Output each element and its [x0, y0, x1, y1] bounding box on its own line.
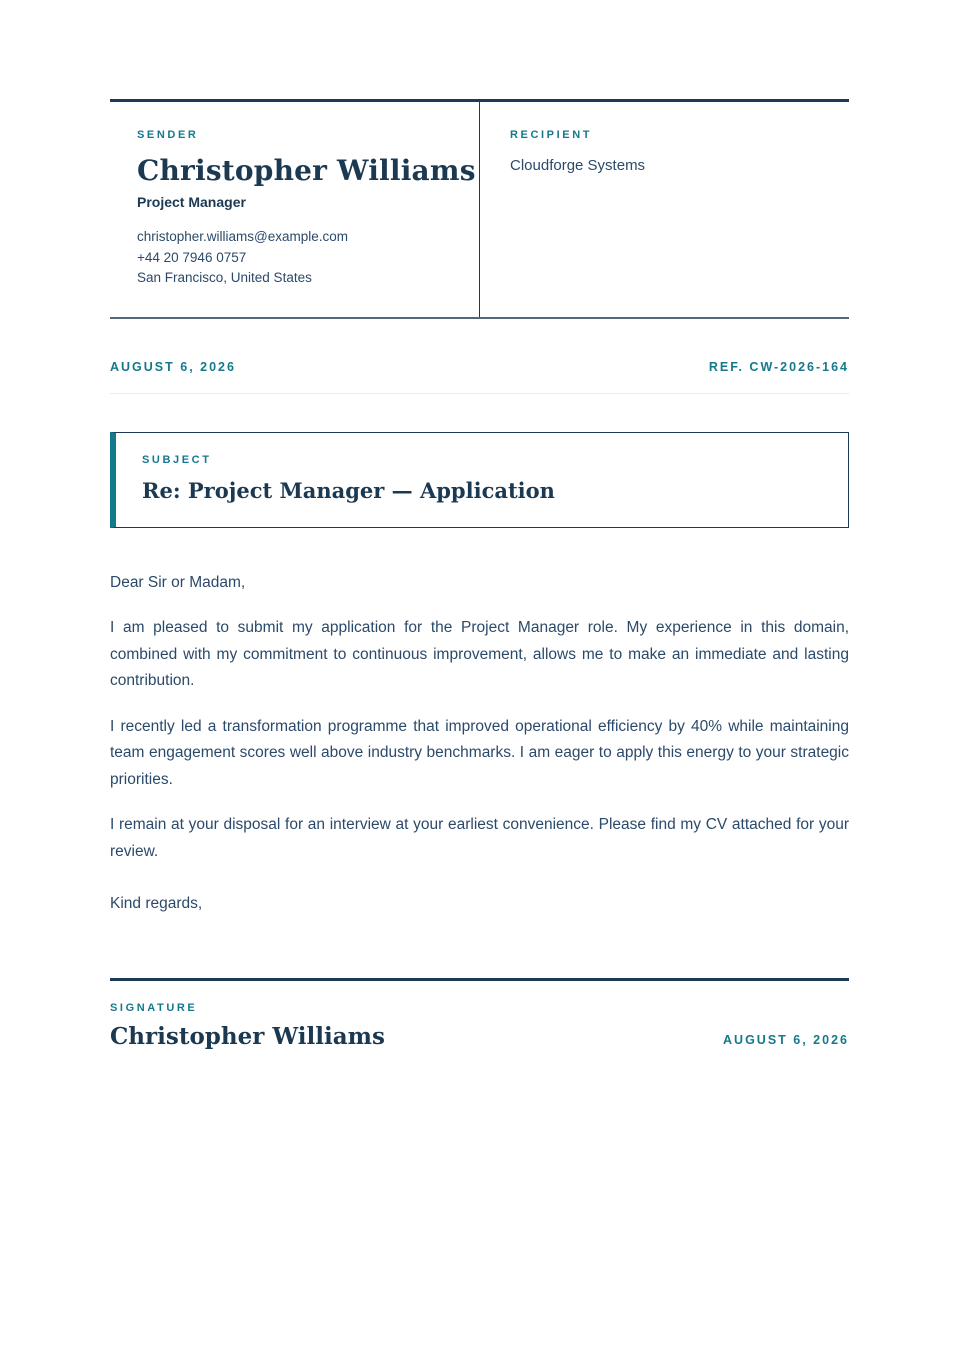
letter-page — [110, 0, 849, 1050]
date-reference-row — [110, 360, 849, 374]
body-paragraph: I remain at your disposal for an interview at your earliest convenience. Please find my CV attached for your review. — [110, 816, 849, 860]
letter-reference: REF. CW-2026-164 — [708, 359, 849, 374]
sender-name: Christopher Williams — [137, 154, 476, 187]
body-paragraph: I recently led a transformation programme that improved operational efficiency by 40% while maintaining team engagement scores well above industry benchmarks. I am eager to apply this energy to your strategic priorities. — [110, 717, 849, 788]
sender-role: Project Manager — [137, 194, 246, 210]
recipient-label: RECIPIENT — [510, 129, 593, 141]
signature-date: AUGUST 6, 2026 — [723, 1032, 849, 1047]
sender-label: SENDER — [137, 129, 199, 141]
closing: Kind regards, — [110, 895, 203, 912]
sender-section — [110, 102, 480, 317]
sender-email: christopher.williams@example.com — [137, 229, 349, 244]
sender-phone: +44 20 7946 0757 — [137, 249, 247, 265]
sender-contact-list — [137, 227, 449, 289]
greeting: Dear Sir or Madam, — [110, 573, 246, 591]
letter-header — [110, 99, 849, 319]
subject-box — [110, 432, 849, 528]
sender-location: San Francisco, United States — [137, 270, 312, 285]
subject-title: Re: Project Manager — Application — [142, 477, 555, 503]
meta-divider — [110, 393, 849, 394]
signature-block — [110, 978, 849, 1050]
signature-name: Christopher Williams — [110, 1022, 385, 1050]
letter-date: AUGUST 6, 2026 — [110, 359, 236, 374]
body-paragraph: I am pleased to submit my application for the Project Manager role. My experience in this domain, combined with my commitment to continuous improvement, allows me to make an immediate and lasting contribution. — [110, 619, 849, 689]
signature-label: SIGNATURE — [110, 1001, 198, 1014]
letter-body — [110, 570, 849, 918]
recipient-name: Cloudforge Systems — [510, 157, 646, 174]
subject-label: SUBJECT — [142, 453, 212, 466]
signature-row — [110, 1023, 849, 1050]
recipient-section — [480, 102, 849, 317]
